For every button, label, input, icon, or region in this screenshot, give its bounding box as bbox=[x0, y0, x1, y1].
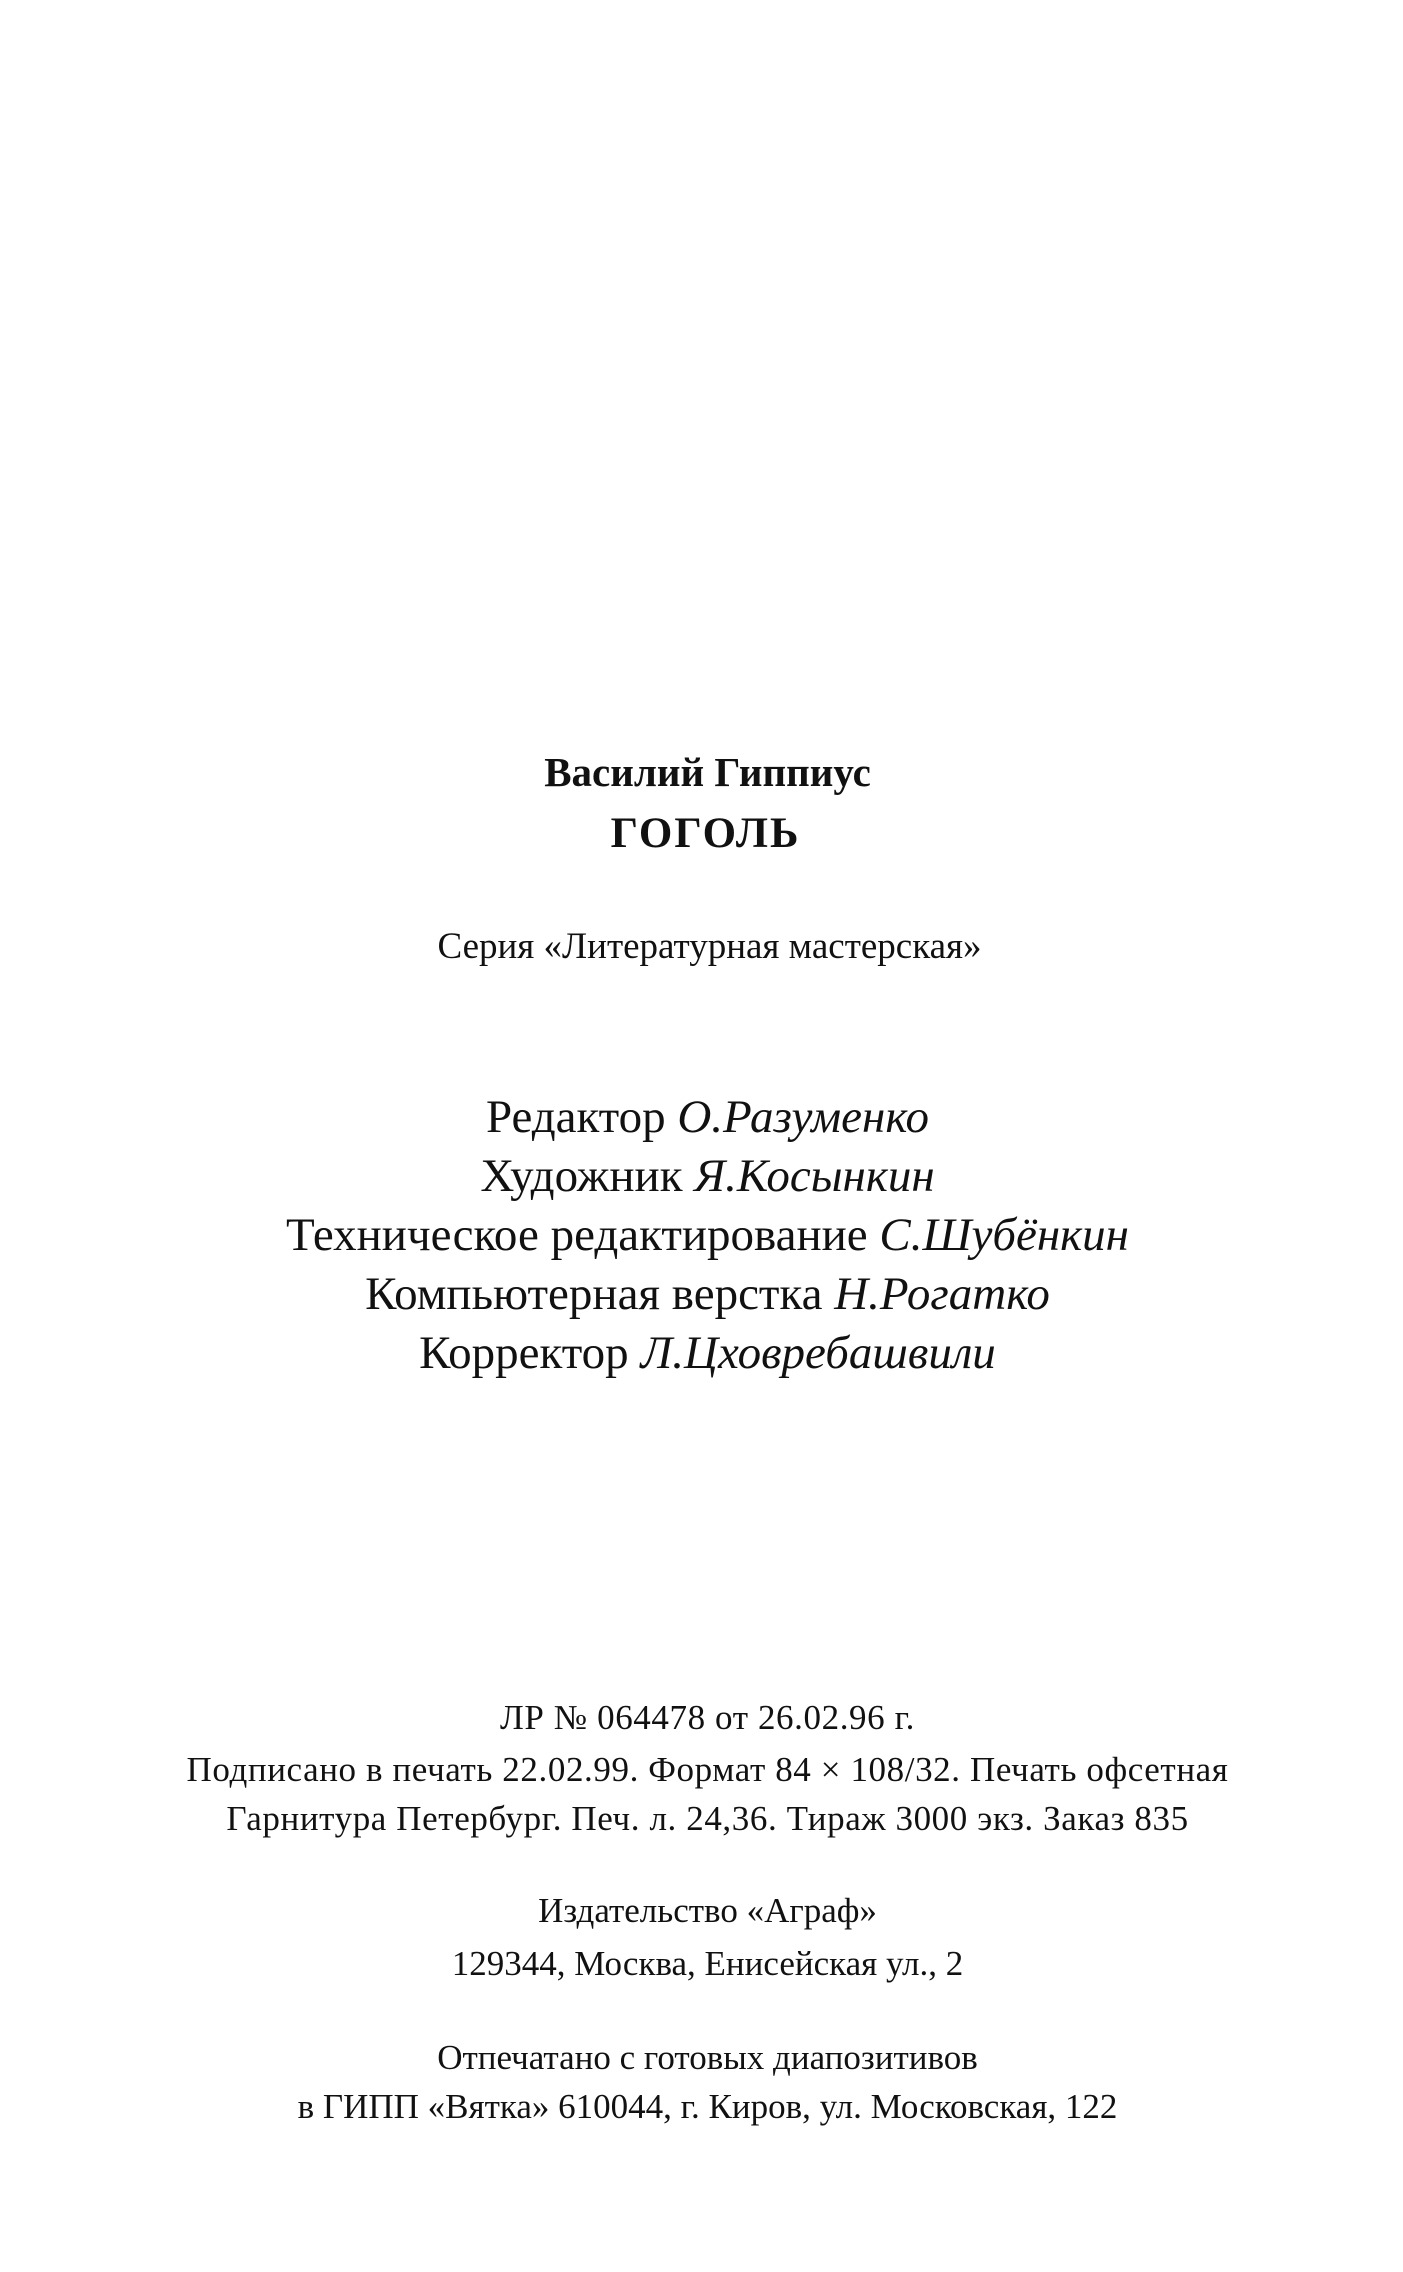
series-name: Серия «Литературная мастерская» bbox=[437, 926, 982, 967]
credit-person: С.Шубёнкин bbox=[879, 1209, 1129, 1261]
publisher-name: Издательство «Аграф» bbox=[538, 1891, 877, 1930]
book-title: ГОГОЛЬ bbox=[610, 810, 801, 857]
typeface-details-line: Гарнитура Петербург. Печ. л. 24,36. Тираж 3000 экз. Заказ 835 bbox=[226, 1799, 1189, 1838]
credit-role: Редактор bbox=[485, 1091, 666, 1143]
credit-role: Корректор bbox=[419, 1327, 629, 1379]
credit-artist bbox=[6, 1150, 1403, 1202]
printer-line-1: Отпечатано с готовых диапозитивов bbox=[437, 2038, 978, 2077]
credit-role: Техническое редактирование bbox=[285, 1209, 868, 1261]
publisher-address: 129344, Москва, Енисейская ул., 2 bbox=[451, 1944, 964, 1983]
credit-person: Н.Рогатко bbox=[834, 1268, 1050, 1320]
credit-editor bbox=[6, 1091, 1403, 1143]
author-name: Василий Гиппиус bbox=[544, 749, 871, 795]
credit-technical-editor bbox=[6, 1209, 1403, 1261]
credit-person: Я.Косынкин bbox=[694, 1150, 935, 1202]
credit-person: Л.Цховребашвили bbox=[640, 1327, 996, 1379]
credit-layout bbox=[6, 1268, 1403, 1320]
credit-role: Художник bbox=[480, 1150, 683, 1202]
printer-line-2: в ГИПП «Вятка» 610044, г. Киров, ул. Московская, 122 bbox=[297, 2087, 1118, 2126]
credit-role: Компьютерная верстка bbox=[365, 1268, 823, 1320]
license-line: ЛР № 064478 от 26.02.96 г. bbox=[500, 1698, 915, 1737]
print-details-line: Подписано в печать 22.02.99. Формат 84 × 108/32. Печать офсетная bbox=[186, 1750, 1229, 1789]
credit-person: О.Разуменко bbox=[677, 1091, 930, 1143]
credit-proofreader bbox=[6, 1327, 1403, 1379]
